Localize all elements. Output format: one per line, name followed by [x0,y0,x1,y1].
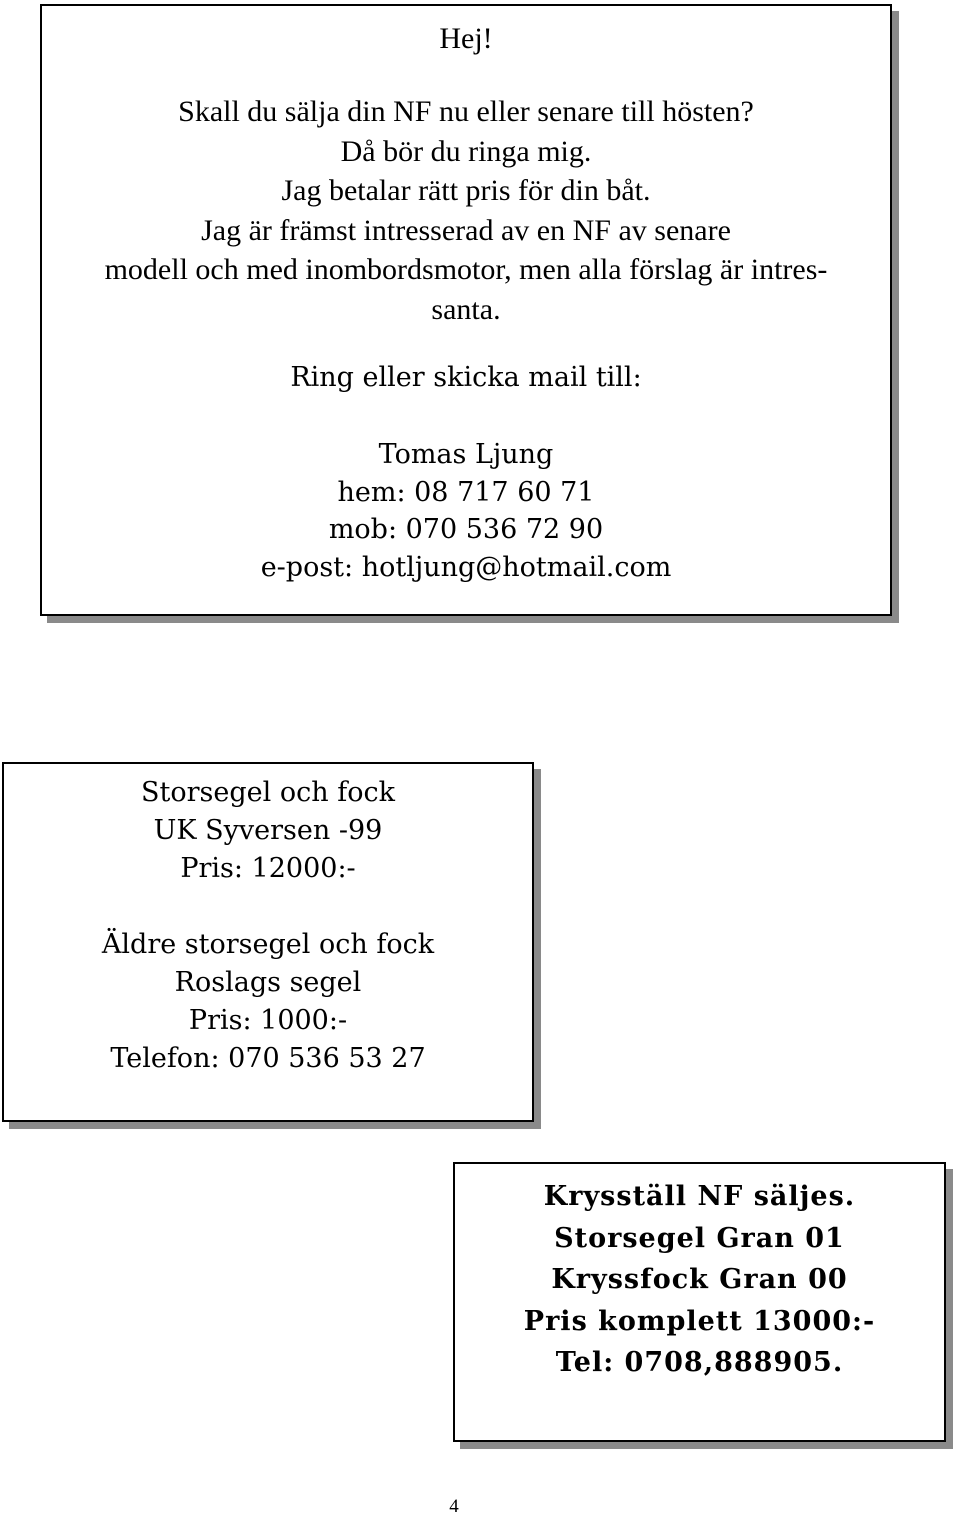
ad-buy-boat [40,4,892,616]
sail-item-line: UK Syversen -99 [153,815,383,846]
rig-ad-price: Pris komplett 13000:- [523,1305,876,1337]
rig-ad-line: Krysställ NF säljes. [543,1181,856,1212]
ad-body-text [42,92,890,329]
sail-item-1 [4,774,532,888]
sail-item-line: Roslags segel [174,967,362,998]
sail-item-price: Pris: 12000:- [180,853,356,884]
sail-phone: Telefon: 070 536 53 27 [110,1043,426,1074]
sail-item-line: Storsegel och fock [141,777,395,808]
ad-greeting: Hej! [439,22,493,55]
ad-body-line: Jag är främst intresserad av en NF av senare [201,213,731,247]
sail-item-2 [4,926,532,1078]
rig-ad-phone: Tel: 0708,888905. [555,1347,844,1378]
contact-name: Tomas Ljung [378,439,554,470]
contact-email: e-post: hotljung@hotmail.com [260,551,672,583]
contact-details [42,436,890,586]
sail-item-line: Äldre storsegel och fock [101,929,435,960]
rig-ad-line: Kryssfock Gran 00 [551,1264,848,1295]
contact-home-phone: hem: 08 717 60 71 [337,476,595,508]
sail-item-price: Pris: 1000:- [188,1005,348,1036]
ad-body-line: modell och med inombordsmotor, men alla förslag är intres- [104,253,828,286]
ad-body-line: santa. [431,292,501,326]
rig-ad-line: Storsegel Gran 01 [554,1222,845,1254]
ad-body-line: Jag betalar rätt pris för din båt. [281,174,651,207]
rig-ad-text [455,1176,944,1384]
page-number: 4 [449,1496,459,1517]
contact-prompt: Ring eller skicka mail till: [290,362,642,393]
ad-rig-for-sale [453,1162,946,1442]
ad-body-line: Skall du sälja din NF nu eller senare till hösten? [178,95,754,128]
contact-mobile-phone: mob: 070 536 72 90 [328,514,604,545]
ad-sails-for-sale [2,762,534,1122]
ad-body-line: Då bör du ringa mig. [340,134,592,168]
